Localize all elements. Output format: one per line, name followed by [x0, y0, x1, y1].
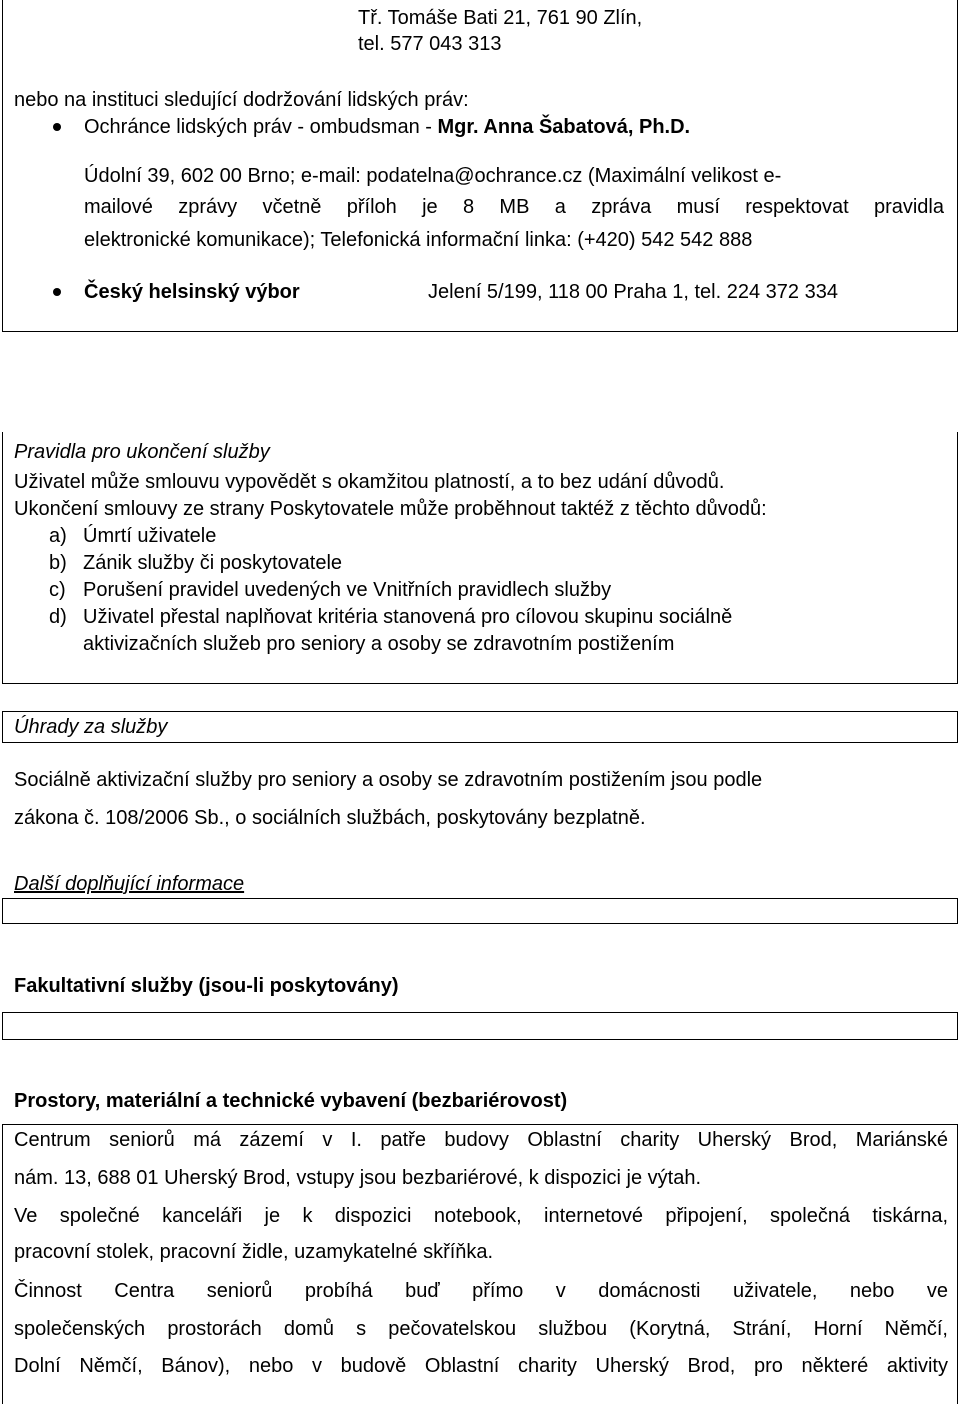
helsinki-committee-address: Jelení 5/199, 118 00 Praha 1, tel. 224 372 334	[428, 281, 838, 303]
termination-text: Ukončení smlouvy ze strany Poskytovatele může proběhnout taktéž z těchto důvodů:	[14, 498, 767, 520]
rights-institutions-intro: nebo na instituci sledující dodržování lidských práv:	[14, 89, 469, 111]
ombudsman-line: mailové zprávy včetně příloh je 8 MB a zpráva musí respektovat pravidla	[84, 196, 944, 218]
termination-reason: d) Uživatel přestal naplňovat kritéria stanovená pro cílovou skupinu sociálně	[49, 606, 733, 628]
termination-text: Uživatel může smlouvu vypovědět s okamžitou platností, a to bez udání důvodů.	[14, 471, 725, 493]
address-line-2: tel. 577 043 313	[358, 33, 502, 55]
payment-title: Úhrady za služby	[14, 716, 168, 738]
premises-text: společenských prostorách domů s pečovatelskou službou (Korytná, Strání, Horní Němčí,	[14, 1318, 948, 1340]
optional-services-title: Fakultativní služby (jsou-li poskytovány)	[14, 975, 399, 997]
additional-info-title: Další doplňující informace	[14, 873, 245, 895]
premises-text: Činnost Centra seniorů probíhá buď přímo v domácnosti uživatele, nebo ve	[14, 1280, 948, 1302]
optional-services-field	[2, 1012, 958, 1040]
termination-reason: a) Úmrtí uživatele	[49, 525, 217, 547]
premises-text: Ve společné kanceláři je k dispozici notebook, internetové připojení, společná tiskárna,	[14, 1205, 948, 1227]
premises-text: pracovní stolek, pracovní židle, uzamykatelné skříňka.	[14, 1241, 494, 1263]
termination-reason: c) Porušení pravidel uvedených ve Vnitřních pravidlech služby	[49, 579, 612, 601]
bullet-icon	[53, 123, 61, 131]
termination-reason-continued: aktivizačních služeb pro seniory a osoby se zdravotním postižením	[83, 633, 675, 655]
ombudsman-item	[84, 115, 690, 139]
additional-info-field	[2, 898, 958, 924]
bullet-icon	[53, 288, 61, 296]
premises-text: Dolní Němčí, Bánov), nebo v budově Oblastní charity Uherský Brod, pro některé aktivity	[14, 1355, 948, 1377]
helsinki-committee-name: Český helsinský výbor	[84, 281, 300, 303]
address-line-1: Tř. Tomáše Bati 21, 761 90 Zlín,	[358, 7, 643, 29]
premises-text: nám. 13, 688 01 Uherský Brod, vstupy jsou bezbariérové, k dispozici je výtah.	[14, 1167, 702, 1189]
ombudsman-name: Mgr. Anna Šabatová, Ph.D.	[437, 116, 691, 138]
premises-title: Prostory, materiální a technické vybavení (bezbariérovost)	[14, 1090, 568, 1112]
ombudsman-line: elektronické komunikace); Telefonická informační linka: (+420) 542 542 888	[84, 229, 753, 251]
payment-text: Sociálně aktivizační služby pro seniory a osoby se zdravotním postižením jsou podle	[14, 769, 763, 791]
premises-text: Centrum seniorů má zázemí v I. patře budovy Oblastní charity Uherský Brod, Mariánské	[14, 1129, 948, 1151]
termination-title: Pravidla pro ukončení služby	[14, 441, 270, 463]
payment-text: zákona č. 108/2006 Sb., o sociálních službách, poskytovány bezplatně.	[14, 807, 646, 829]
ombudsman-prefix: Ochránce lidských práv - ombudsman -	[84, 116, 438, 138]
ombudsman-line: Údolní 39, 602 00 Brno; e-mail: podatelna@ochrance.cz (Maximální velikost e-	[84, 165, 782, 187]
termination-reason: b) Zánik služby či poskytovatele	[49, 552, 343, 574]
